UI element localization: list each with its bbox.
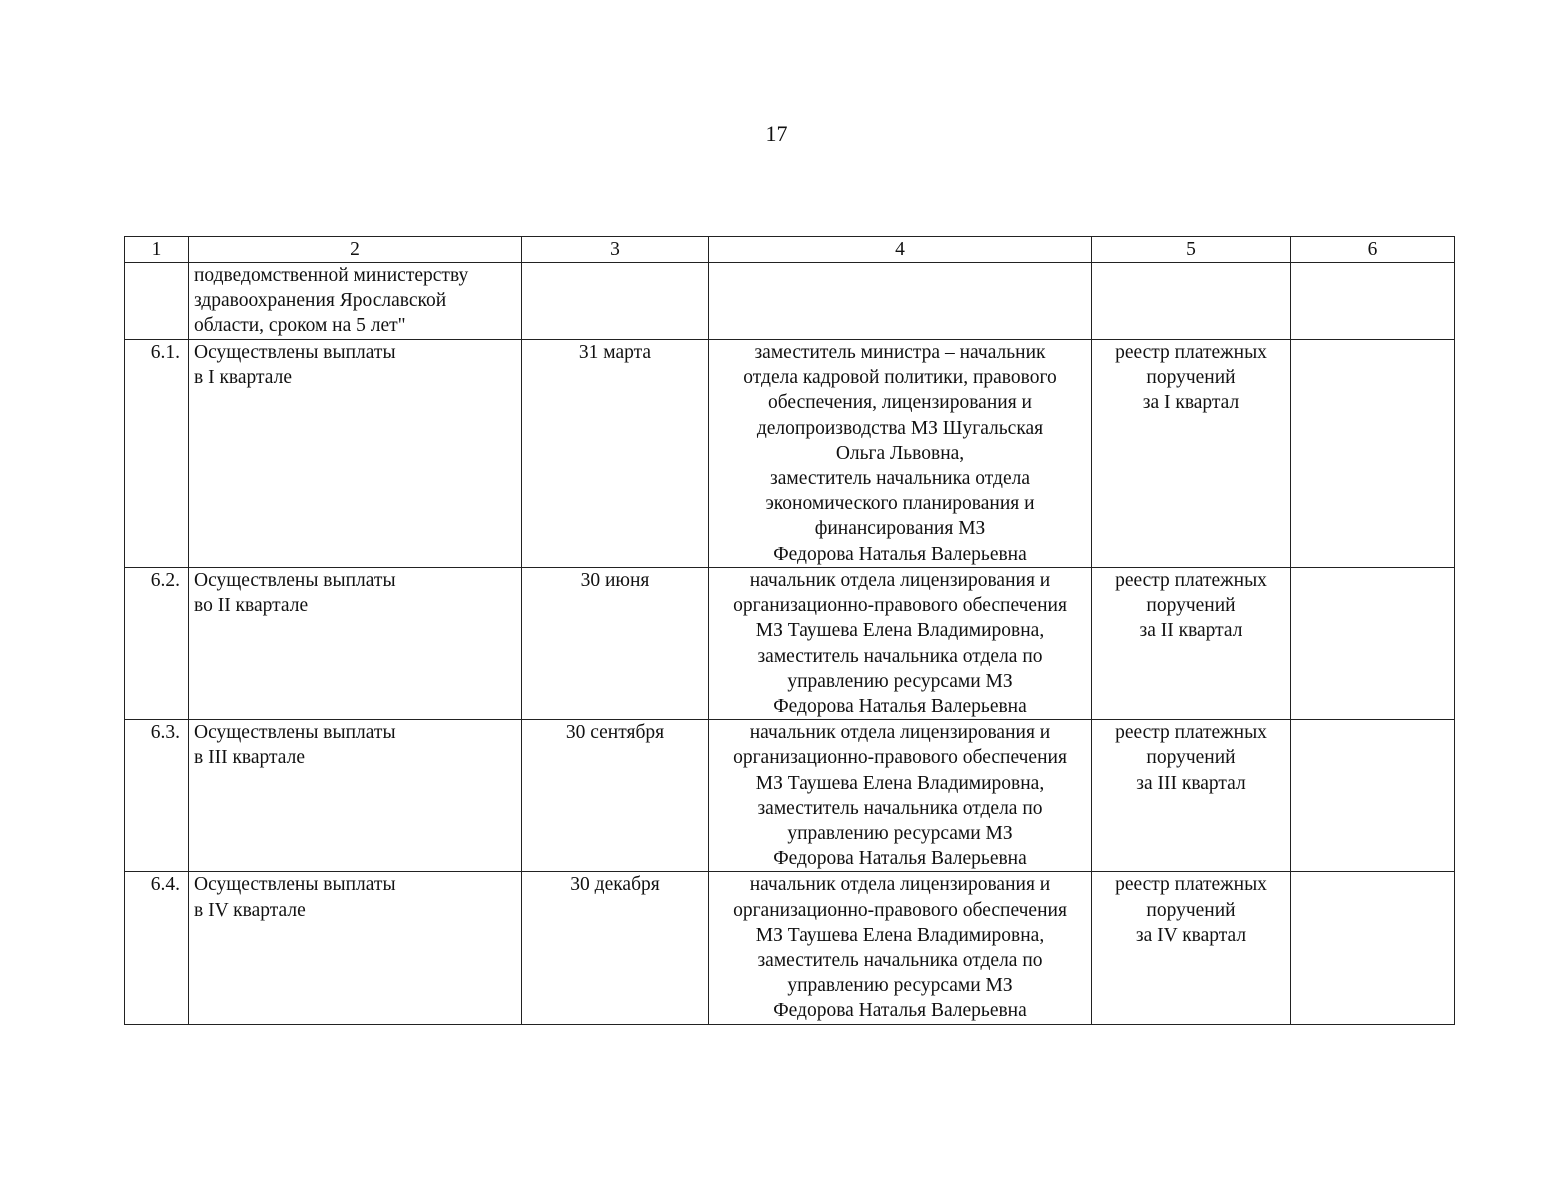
row-description: Осуществлены выплаты во II квартале [189,568,522,720]
row-document: реестр платежных поручений за IV квартал [1092,872,1291,1024]
row-document [1092,263,1291,340]
row-number [125,263,189,340]
row-responsible: начальник отдела лицензирования и организационно-правового обеспечения МЗ Таушева Елена Владимировна, заместитель начальника отдела по управлению ресурсами МЗ Федорова Наталья Валерьевна [709,872,1092,1024]
row-description: Осуществлены выплаты в III квартале [189,720,522,872]
table-row [125,720,1455,872]
row-responsible: начальник отдела лицензирования и организационно-правового обеспечения МЗ Таушева Елена Владимировна, заместитель начальника отдела по управлению ресурсами МЗ Федорова Наталья Валерьевна [709,568,1092,720]
row-deadline [522,263,709,340]
page-number: 17 [765,121,788,146]
row-number: 6.2. [125,568,189,720]
row-document: реестр платежных поручений за III квартал [1092,720,1291,872]
row-deadline: 31 марта [522,340,709,568]
row-description: Осуществлены выплаты в IV квартале [189,872,522,1024]
row-note [1291,568,1455,720]
row-document: реестр платежных поручений за I квартал [1092,340,1291,568]
column-number: 6 [1291,237,1455,263]
row-number: 6.4. [125,872,189,1024]
row-note [1291,263,1455,340]
table-row [125,872,1455,1024]
row-note [1291,340,1455,568]
row-document: реестр платежных поручений за II квартал [1092,568,1291,720]
plan-table [124,236,1455,1025]
row-description: подведомственной министерству здравоохранения Ярославской области, сроком на 5 лет" [189,263,522,340]
row-number: 6.1. [125,340,189,568]
row-deadline: 30 декабря [522,872,709,1024]
row-responsible: заместитель министра – начальник отдела кадровой политики, правового обеспечения, лицензирования и делопроизводства МЗ Шугальская Ольга Львовна, заместитель начальника отдела экономического планирования и финансирования МЗ Федорова Наталья Валерьевна [709,340,1092,568]
table-row [125,340,1455,568]
row-responsible [709,263,1092,340]
column-number: 2 [189,237,522,263]
table-row [125,263,1455,340]
column-number: 3 [522,237,709,263]
column-number-row [125,237,1455,263]
column-number: 4 [709,237,1092,263]
row-note [1291,720,1455,872]
row-deadline: 30 июня [522,568,709,720]
row-note [1291,872,1455,1024]
row-number: 6.3. [125,720,189,872]
column-number: 5 [1092,237,1291,263]
row-responsible: начальник отдела лицензирования и организационно-правового обеспечения МЗ Таушева Елена Владимировна, заместитель начальника отдела по управлению ресурсами МЗ Федорова Наталья Валерьевна [709,720,1092,872]
row-deadline: 30 сентября [522,720,709,872]
table-row [125,568,1455,720]
column-number: 1 [125,237,189,263]
row-description: Осуществлены выплаты в I квартале [189,340,522,568]
